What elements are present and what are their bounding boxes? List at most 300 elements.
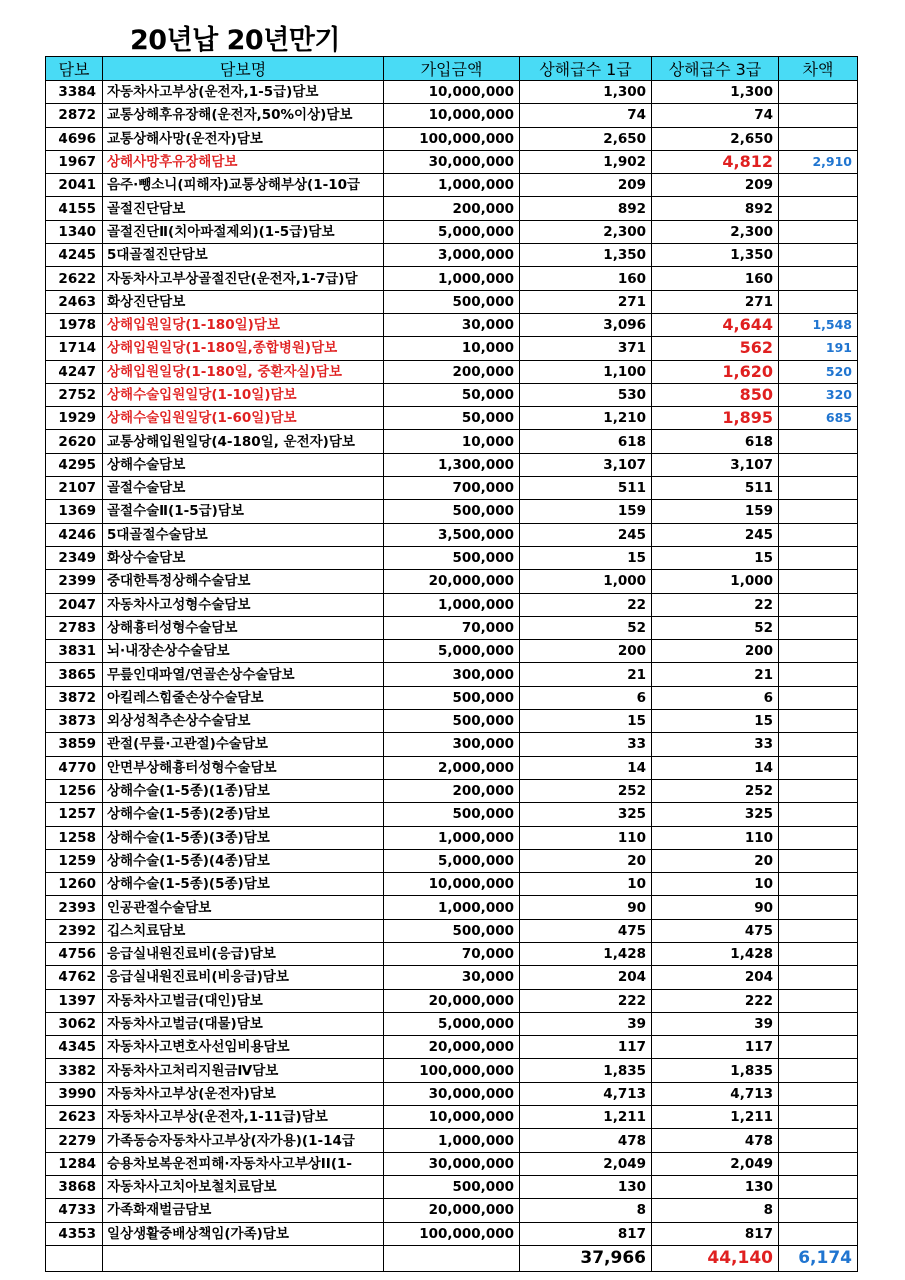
table-row — [46, 803, 858, 826]
amount-cell: 300,000 — [384, 663, 520, 686]
table-row — [46, 337, 858, 360]
code-cell: 4247 — [46, 360, 103, 383]
coverage-name-cell: 골절수술담보 — [103, 477, 384, 500]
grade1-cell: 10 — [520, 873, 652, 896]
grade3-cell: 245 — [652, 523, 779, 546]
grade3-cell: 618 — [652, 430, 779, 453]
grade3-cell: 4,812 — [652, 150, 779, 173]
coverage-name-cell: 중대한특정상해수술담보 — [103, 570, 384, 593]
diff-cell — [779, 81, 858, 104]
grade1-cell: 8 — [520, 1199, 652, 1222]
table-row — [46, 127, 858, 150]
diff-cell — [779, 663, 858, 686]
grade1-cell: 160 — [520, 267, 652, 290]
diff-cell — [779, 546, 858, 569]
code-cell: 2392 — [46, 919, 103, 942]
amount-cell: 500,000 — [384, 290, 520, 313]
grade1-cell: 1,100 — [520, 360, 652, 383]
coverage-name-cell: 자동차사고벌금(대물)담보 — [103, 1012, 384, 1035]
diff-cell: 320 — [779, 383, 858, 406]
grade1-cell: 245 — [520, 523, 652, 546]
coverage-name-cell: 상해수술(1-5종)(5종)담보 — [103, 873, 384, 896]
code-cell: 1978 — [46, 313, 103, 336]
amount-cell: 500,000 — [384, 546, 520, 569]
diff-cell — [779, 430, 858, 453]
diff-cell — [779, 1152, 858, 1175]
grade3-cell: 160 — [652, 267, 779, 290]
table-row — [46, 1012, 858, 1035]
grade1-cell: 204 — [520, 966, 652, 989]
grade3-cell: 2,049 — [652, 1152, 779, 1175]
coverage-name-cell: 상해수술(1-5종)(4종)담보 — [103, 849, 384, 872]
grade1-cell: 1,835 — [520, 1059, 652, 1082]
amount-cell: 20,000,000 — [384, 989, 520, 1012]
coverage-name-cell: 교통상해사망(운전자)담보 — [103, 127, 384, 150]
code-cell: 3868 — [46, 1175, 103, 1198]
code-cell: 1260 — [46, 873, 103, 896]
amount-cell: 10,000,000 — [384, 873, 520, 896]
grade1-cell: 21 — [520, 663, 652, 686]
coverage-name-cell: 관절(무릎·고관절)수술담보 — [103, 733, 384, 756]
table-row — [46, 1199, 858, 1222]
diff-cell — [779, 733, 858, 756]
table-row — [46, 570, 858, 593]
coverage-name-cell: 5대골절진단담보 — [103, 244, 384, 267]
code-cell: 4770 — [46, 756, 103, 779]
grade1-cell: 371 — [520, 337, 652, 360]
diff-cell — [779, 1059, 858, 1082]
amount-cell: 500,000 — [384, 686, 520, 709]
grade3-cell: 1,300 — [652, 81, 779, 104]
coverage-name-cell: 상해흉터성형수술담보 — [103, 616, 384, 639]
coverage-name-cell: 아킬레스힘줄손상수술담보 — [103, 686, 384, 709]
grade1-cell: 252 — [520, 779, 652, 802]
amount-cell: 1,000,000 — [384, 1129, 520, 1152]
coverage-name-cell: 상해수술(1-5종)(3종)담보 — [103, 826, 384, 849]
grade1-cell: 892 — [520, 197, 652, 220]
coverage-name-cell: 응급실내원진료비(응급)담보 — [103, 942, 384, 965]
total-grade1: 37,966 — [520, 1245, 652, 1271]
diff-cell — [779, 1175, 858, 1198]
amount-cell: 300,000 — [384, 733, 520, 756]
grade3-cell: 1,350 — [652, 244, 779, 267]
coverage-name-cell: 승용차보복운전피해·자동차사고부상II(1- — [103, 1152, 384, 1175]
amount-cell: 20,000,000 — [384, 1199, 520, 1222]
code-cell: 2620 — [46, 430, 103, 453]
grade3-cell: 22 — [652, 593, 779, 616]
grade3-cell: 1,895 — [652, 407, 779, 430]
amount-cell: 5,000,000 — [384, 849, 520, 872]
grade1-cell: 130 — [520, 1175, 652, 1198]
table-row — [46, 919, 858, 942]
amount-cell: 20,000,000 — [384, 1036, 520, 1059]
table-row — [46, 523, 858, 546]
coverage-name-cell: 자동차사고부상(운전자)담보 — [103, 1082, 384, 1105]
diff-cell — [779, 756, 858, 779]
diff-cell — [779, 174, 858, 197]
coverage-name-cell: 자동차사고벌금(대인)담보 — [103, 989, 384, 1012]
grade1-cell: 33 — [520, 733, 652, 756]
table-row — [46, 989, 858, 1012]
amount-cell: 1,000,000 — [384, 826, 520, 849]
coverage-name-cell: 골절수술Ⅱ(1-5급)담보 — [103, 500, 384, 523]
grade1-cell: 200 — [520, 640, 652, 663]
table-row — [46, 1036, 858, 1059]
grade3-cell: 15 — [652, 710, 779, 733]
table-row — [46, 710, 858, 733]
grade3-cell: 4,644 — [652, 313, 779, 336]
diff-cell — [779, 220, 858, 243]
table-row — [46, 1082, 858, 1105]
table-row — [46, 290, 858, 313]
amount-cell: 20,000,000 — [384, 570, 520, 593]
diff-cell — [779, 873, 858, 896]
code-cell: 4155 — [46, 197, 103, 220]
amount-cell: 100,000,000 — [384, 1222, 520, 1245]
table-row — [46, 104, 858, 127]
table-row — [46, 640, 858, 663]
grade1-cell: 2,049 — [520, 1152, 652, 1175]
amount-cell: 5,000,000 — [384, 220, 520, 243]
diff-cell — [779, 779, 858, 802]
grade1-cell: 6 — [520, 686, 652, 709]
table-row — [46, 1152, 858, 1175]
grade3-cell: 14 — [652, 756, 779, 779]
diff-cell — [779, 896, 858, 919]
grade1-cell: 511 — [520, 477, 652, 500]
grade1-cell: 22 — [520, 593, 652, 616]
grade3-cell: 8 — [652, 1199, 779, 1222]
amount-cell: 30,000 — [384, 313, 520, 336]
coverage-name-cell: 골절진단Ⅱ(치아파절제외)(1-5급)담보 — [103, 220, 384, 243]
table-row — [46, 849, 858, 872]
code-cell: 1340 — [46, 220, 103, 243]
diff-cell: 685 — [779, 407, 858, 430]
coverage-name-cell: 인공관절수술담보 — [103, 896, 384, 919]
table-row — [46, 500, 858, 523]
amount-cell: 10,000,000 — [384, 104, 520, 127]
amount-cell: 100,000,000 — [384, 1059, 520, 1082]
table-row — [46, 733, 858, 756]
coverage-name-cell: 교통상해후유장해(운전자,50%이상)담보 — [103, 104, 384, 127]
coverage-name-cell: 상해수술입원일당(1-60일)담보 — [103, 407, 384, 430]
code-cell: 4246 — [46, 523, 103, 546]
diff-cell: 191 — [779, 337, 858, 360]
amount-cell: 5,000,000 — [384, 1012, 520, 1035]
grade3-cell: 39 — [652, 1012, 779, 1035]
code-cell: 4762 — [46, 966, 103, 989]
coverage-name-cell: 음주·뺑소니(피해자)교통상해부상(1-10급 — [103, 174, 384, 197]
grade3-cell: 4,713 — [652, 1082, 779, 1105]
amount-cell: 5,000,000 — [384, 640, 520, 663]
amount-cell: 200,000 — [384, 779, 520, 802]
diff-cell — [779, 127, 858, 150]
amount-cell: 30,000,000 — [384, 150, 520, 173]
diff-cell: 2,910 — [779, 150, 858, 173]
amount-cell: 50,000 — [384, 383, 520, 406]
code-cell: 4295 — [46, 453, 103, 476]
diff-cell — [779, 267, 858, 290]
grade1-cell: 159 — [520, 500, 652, 523]
amount-cell: 1,000,000 — [384, 267, 520, 290]
code-cell: 1929 — [46, 407, 103, 430]
total-grade3: 44,140 — [652, 1245, 779, 1271]
coverage-name-cell: 5대골절수술담보 — [103, 523, 384, 546]
coverage-name-cell: 무릎인대파열/연골손상수술담보 — [103, 663, 384, 686]
diff-cell — [779, 523, 858, 546]
grade3-cell: 2,300 — [652, 220, 779, 243]
code-cell: 3990 — [46, 1082, 103, 1105]
coverage-name-cell: 상해수술(1-5종)(2종)담보 — [103, 803, 384, 826]
total-blank-name — [103, 1245, 384, 1271]
amount-cell: 70,000 — [384, 942, 520, 965]
code-cell: 4696 — [46, 127, 103, 150]
amount-cell: 200,000 — [384, 197, 520, 220]
diff-cell: 1,548 — [779, 313, 858, 336]
coverage-name-cell: 자동차사고성형수술담보 — [103, 593, 384, 616]
coverage-name-cell: 화상수술담보 — [103, 546, 384, 569]
code-cell: 4353 — [46, 1222, 103, 1245]
grade1-cell: 117 — [520, 1036, 652, 1059]
amount-cell: 500,000 — [384, 919, 520, 942]
grade3-cell: 1,000 — [652, 570, 779, 593]
amount-cell: 10,000,000 — [384, 81, 520, 104]
diff-cell — [779, 1012, 858, 1035]
grade3-cell: 52 — [652, 616, 779, 639]
code-cell: 4245 — [46, 244, 103, 267]
table-row — [46, 81, 858, 104]
amount-cell: 500,000 — [384, 500, 520, 523]
grade3-cell: 204 — [652, 966, 779, 989]
grade3-cell: 15 — [652, 546, 779, 569]
code-cell: 1257 — [46, 803, 103, 826]
header-diff: 차액 — [779, 57, 858, 81]
coverage-name-cell: 화상진단담보 — [103, 290, 384, 313]
grade3-cell: 90 — [652, 896, 779, 919]
amount-cell: 10,000 — [384, 337, 520, 360]
table-row — [46, 150, 858, 173]
total-blank-amount — [384, 1245, 520, 1271]
diff-cell — [779, 989, 858, 1012]
grade1-cell: 1,300 — [520, 81, 652, 104]
coverage-name-cell: 가족화재벌금담보 — [103, 1199, 384, 1222]
grade3-cell: 1,620 — [652, 360, 779, 383]
code-cell: 2393 — [46, 896, 103, 919]
code-cell: 4345 — [46, 1036, 103, 1059]
grade3-cell: 6 — [652, 686, 779, 709]
coverage-name-cell: 자동차사고처리지원금Ⅳ담보 — [103, 1059, 384, 1082]
diff-cell — [779, 849, 858, 872]
grade1-cell: 2,650 — [520, 127, 652, 150]
table-row — [46, 244, 858, 267]
grade1-cell: 475 — [520, 919, 652, 942]
coverage-name-cell: 상해입원일당(1-180일)담보 — [103, 313, 384, 336]
grade1-cell: 90 — [520, 896, 652, 919]
table-row — [46, 453, 858, 476]
grade3-cell: 222 — [652, 989, 779, 1012]
amount-cell: 1,000,000 — [384, 174, 520, 197]
code-cell: 4756 — [46, 942, 103, 965]
grade1-cell: 20 — [520, 849, 652, 872]
table-row — [46, 267, 858, 290]
code-cell: 3831 — [46, 640, 103, 663]
grade3-cell: 110 — [652, 826, 779, 849]
code-cell: 1284 — [46, 1152, 103, 1175]
table-row — [46, 873, 858, 896]
grade3-cell: 1,835 — [652, 1059, 779, 1082]
grade1-cell: 4,713 — [520, 1082, 652, 1105]
grade1-cell: 39 — [520, 1012, 652, 1035]
coverage-name-cell: 상해사망후유장해담보 — [103, 150, 384, 173]
table-body — [46, 81, 858, 1272]
grade1-cell: 618 — [520, 430, 652, 453]
code-cell: 3873 — [46, 710, 103, 733]
grade3-cell: 271 — [652, 290, 779, 313]
grade1-cell: 1,902 — [520, 150, 652, 173]
table-row — [46, 966, 858, 989]
diff-cell — [779, 1199, 858, 1222]
table-row — [46, 430, 858, 453]
code-cell: 2623 — [46, 1106, 103, 1129]
total-blank-code — [46, 1245, 103, 1271]
grade3-cell: 562 — [652, 337, 779, 360]
amount-cell: 1,000,000 — [384, 896, 520, 919]
table-row — [46, 477, 858, 500]
grade3-cell: 325 — [652, 803, 779, 826]
grade3-cell: 892 — [652, 197, 779, 220]
header-grade3: 상해급수 3급 — [652, 57, 779, 81]
grade3-cell: 850 — [652, 383, 779, 406]
amount-cell: 700,000 — [384, 477, 520, 500]
coverage-name-cell: 상해입원일당(1-180일, 중환자실)담보 — [103, 360, 384, 383]
table-row — [46, 1059, 858, 1082]
grade3-cell: 117 — [652, 1036, 779, 1059]
diff-cell — [779, 104, 858, 127]
amount-cell: 30,000,000 — [384, 1152, 520, 1175]
grade1-cell: 110 — [520, 826, 652, 849]
table-row — [46, 686, 858, 709]
coverage-name-cell: 자동차사고부상골절진단(운전자,1-7급)담 — [103, 267, 384, 290]
grade3-cell: 33 — [652, 733, 779, 756]
diff-cell: 520 — [779, 360, 858, 383]
amount-cell: 30,000,000 — [384, 1082, 520, 1105]
grade3-cell: 200 — [652, 640, 779, 663]
amount-cell: 1,300,000 — [384, 453, 520, 476]
grade1-cell: 817 — [520, 1222, 652, 1245]
diff-cell — [779, 1082, 858, 1105]
diff-cell — [779, 686, 858, 709]
coverage-name-cell: 뇌·내장손상수술담보 — [103, 640, 384, 663]
coverage-name-cell: 상해수술담보 — [103, 453, 384, 476]
code-cell: 1397 — [46, 989, 103, 1012]
diff-cell — [779, 1222, 858, 1245]
coverage-name-cell: 깁스치료담보 — [103, 919, 384, 942]
amount-cell: 500,000 — [384, 710, 520, 733]
header-grade1: 상해급수 1급 — [520, 57, 652, 81]
amount-cell: 200,000 — [384, 360, 520, 383]
grade3-cell: 74 — [652, 104, 779, 127]
grade1-cell: 209 — [520, 174, 652, 197]
diff-cell — [779, 919, 858, 942]
grade1-cell: 1,428 — [520, 942, 652, 965]
coverage-name-cell: 가족동승자동차사고부상(자가용)(1-14급 — [103, 1129, 384, 1152]
code-cell: 3062 — [46, 1012, 103, 1035]
amount-cell: 100,000,000 — [384, 127, 520, 150]
amount-cell: 10,000 — [384, 430, 520, 453]
diff-cell — [779, 1129, 858, 1152]
grade3-cell: 1,428 — [652, 942, 779, 965]
grade1-cell: 271 — [520, 290, 652, 313]
amount-cell: 500,000 — [384, 803, 520, 826]
grade1-cell: 1,350 — [520, 244, 652, 267]
diff-cell — [779, 942, 858, 965]
coverage-name-cell: 상해입원일당(1-180일,종합병원)담보 — [103, 337, 384, 360]
code-cell: 1258 — [46, 826, 103, 849]
table-row — [46, 313, 858, 336]
grade1-cell: 1,211 — [520, 1106, 652, 1129]
table-row — [46, 756, 858, 779]
table-row — [46, 616, 858, 639]
diff-cell — [779, 244, 858, 267]
coverage-name-cell: 응급실내원진료비(비응급)담보 — [103, 966, 384, 989]
code-cell: 1714 — [46, 337, 103, 360]
amount-cell: 10,000,000 — [384, 1106, 520, 1129]
grade3-cell: 2,650 — [652, 127, 779, 150]
coverage-name-cell: 자동차사고변호사선임비용담보 — [103, 1036, 384, 1059]
code-cell: 4733 — [46, 1199, 103, 1222]
grade3-cell: 130 — [652, 1175, 779, 1198]
page-title: 20년납 20년만기 — [130, 25, 340, 56]
table-row — [46, 546, 858, 569]
header-code: 담보 — [46, 57, 103, 81]
code-cell: 3872 — [46, 686, 103, 709]
table-row — [46, 826, 858, 849]
amount-cell: 3,500,000 — [384, 523, 520, 546]
amount-cell: 1,000,000 — [384, 593, 520, 616]
grade1-cell: 52 — [520, 616, 652, 639]
diff-cell — [779, 197, 858, 220]
table-row — [46, 360, 858, 383]
coverage-name-cell: 자동차사고부상(운전자,1-5급)담보 — [103, 81, 384, 104]
coverage-name-cell: 안면부상해흉터성형수술담보 — [103, 756, 384, 779]
coverage-name-cell: 일상생활중배상책임(가족)담보 — [103, 1222, 384, 1245]
grade3-cell: 159 — [652, 500, 779, 523]
code-cell: 2349 — [46, 546, 103, 569]
diff-cell — [779, 1036, 858, 1059]
grade1-cell: 1,210 — [520, 407, 652, 430]
table-row — [46, 174, 858, 197]
amount-cell: 500,000 — [384, 1175, 520, 1198]
table-row — [46, 383, 858, 406]
code-cell: 2107 — [46, 477, 103, 500]
header-name: 담보명 — [103, 57, 384, 81]
table-row — [46, 593, 858, 616]
grade3-cell: 511 — [652, 477, 779, 500]
code-cell: 2399 — [46, 570, 103, 593]
amount-cell: 70,000 — [384, 616, 520, 639]
diff-cell — [779, 826, 858, 849]
code-cell: 1967 — [46, 150, 103, 173]
diff-cell — [779, 500, 858, 523]
grade3-cell: 475 — [652, 919, 779, 942]
header-amount: 가입금액 — [384, 57, 520, 81]
diff-cell — [779, 1106, 858, 1129]
grade3-cell: 10 — [652, 873, 779, 896]
header-row — [46, 57, 858, 81]
diff-cell — [779, 966, 858, 989]
amount-cell: 2,000,000 — [384, 756, 520, 779]
table-row — [46, 942, 858, 965]
